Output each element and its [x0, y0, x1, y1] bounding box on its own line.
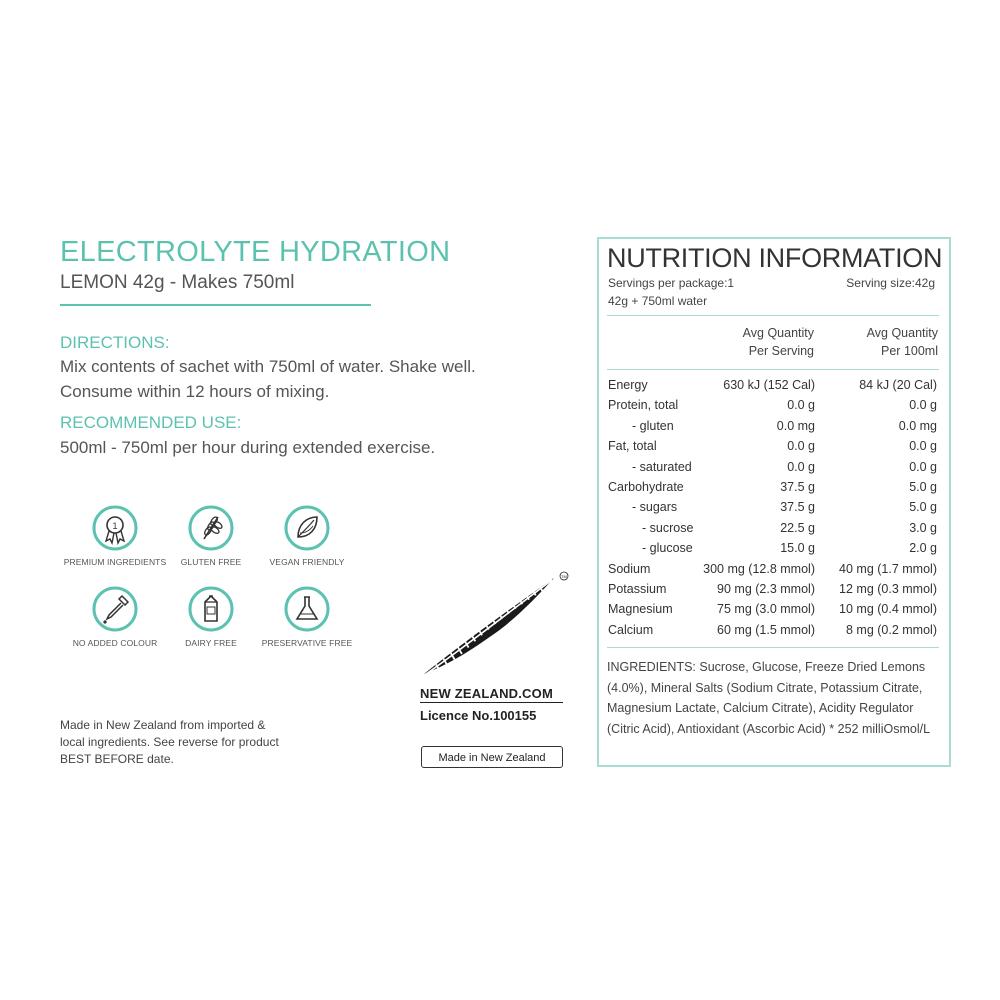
nz-website: NEW ZEALAND.COM: [420, 686, 553, 701]
note-line: BEST BEFORE date.: [60, 752, 174, 766]
made-in-nz-note: [60, 717, 340, 768]
per-100ml-value: 0.0 g: [909, 459, 937, 474]
nutrient-label: Energy: [608, 378, 648, 392]
per-serving-value: 22.5 g: [780, 520, 815, 535]
nutrient-label: Protein, total: [608, 398, 679, 413]
icon-label: DAIRY FREE: [185, 638, 237, 648]
title-underline: [60, 304, 371, 306]
nutrition-title: NUTRITION INFORMATION: [607, 243, 943, 273]
nutrient-label: - glucose: [642, 541, 693, 556]
panel-divider: [607, 647, 939, 648]
per-100ml-value: 5.0 g: [909, 479, 937, 494]
nutrition-row: [607, 460, 939, 480]
gluten-free-wheat-icon: [188, 505, 234, 551]
ingredients-text: INGREDIENTS: Sucrose, Glucose, Freeze Dried Lemons (4.0%), Mineral Salts (Sodium Citrate, Potassium Citrate, Magnesium Lactate, Calcium Citrate), Acidity Regulator (Citric Acid), Antioxidant (Ascorbic Acid) * 252 milliOsmol/L: [607, 660, 931, 736]
per-serving-value: 0.0 g: [787, 439, 815, 454]
per-100ml-value: 12 mg (0.3 mmol): [839, 581, 937, 596]
per-serving-value: 300 mg (12.8 mmol): [703, 561, 815, 576]
nutrient-label: Fat, total: [608, 439, 657, 454]
dropper-icon: [92, 586, 138, 632]
nutrition-row: [607, 602, 939, 622]
nutrient-label: Magnesium: [608, 602, 673, 617]
nutrient-label: - sugars: [632, 500, 678, 515]
directions-text: [60, 354, 476, 404]
panel-divider: [607, 315, 939, 316]
nutrient-label: Carbohydrate: [608, 479, 684, 494]
per-100ml-value: 2.0 g: [909, 541, 937, 556]
nutrient-label: Sodium: [608, 561, 651, 576]
per-serving-value: 0.0 mg: [776, 418, 815, 433]
per-serving-value: 15.0 g: [780, 541, 815, 556]
vegan-friendly-badge: [252, 505, 362, 567]
nutrient-label: - gluten: [632, 418, 674, 433]
column-header-line: Avg Quantity: [742, 326, 814, 340]
nutrition-row: [607, 623, 939, 643]
per-serving-value: 90 mg (2.3 mmol): [717, 581, 815, 596]
nutrition-table: [607, 378, 939, 643]
flask-icon: [284, 586, 330, 632]
column-header-line: Avg Quantity: [866, 326, 938, 340]
premium-ingredients-badge: [60, 505, 170, 567]
per-100ml-value: 0.0 g: [909, 439, 937, 454]
dairy-free-badge: [156, 586, 266, 648]
vegan-leaf-icon: [284, 505, 330, 551]
made-in-nz-box: Made in New Zealand: [421, 746, 563, 768]
per-100ml-value: 0.0 mg: [898, 418, 937, 433]
water-note: 42g + 750ml water: [608, 294, 708, 308]
column-header-per-serving: [743, 324, 814, 360]
nutrient-label: Potassium: [608, 581, 667, 596]
per-100ml-value: 5.0 g: [909, 500, 937, 515]
per-serving-value: 37.5 g: [780, 479, 815, 494]
per-serving-value: 75 mg (3.0 mmol): [717, 602, 815, 617]
nutrition-row: [607, 521, 939, 541]
column-header-line: Per Serving: [748, 344, 814, 358]
note-line: Made in New Zealand from imported &: [60, 718, 266, 732]
per-100ml-value: 0.0 g: [909, 398, 937, 413]
per-serving-value: 0.0 g: [787, 459, 815, 474]
licence-number: Licence No.100155: [420, 708, 537, 723]
product-title: ELECTROLYTE HYDRATION: [60, 236, 451, 268]
icon-label: PREMIUM INGREDIENTS: [63, 557, 167, 567]
icon-label: PRESERVATIVE FREE: [261, 638, 353, 648]
milk-carton-icon: [188, 586, 234, 632]
product-subtitle: LEMON 42g - Makes 750ml: [60, 272, 295, 293]
per-100ml-value: 84 kJ (20 Cal): [859, 378, 937, 392]
nutrition-row: [607, 378, 939, 398]
nutrition-row: [607, 419, 939, 439]
silver-fern-icon: [414, 570, 574, 682]
trademark-mark: TM: [561, 574, 567, 579]
nutrient-label: - saturated: [632, 459, 692, 474]
per-100ml-value: 8 mg (0.2 mmol): [846, 622, 937, 637]
column-header-line: Per 100ml: [881, 344, 938, 358]
svg-text:1: 1: [112, 521, 118, 531]
directions-line: Mix contents of sachet with 750ml of water. Shake well.: [60, 357, 476, 376]
preservative-free-badge: [252, 586, 362, 648]
nutrition-row: [607, 480, 939, 500]
nutrient-label: - sucrose: [642, 520, 694, 535]
no-added-colour-badge: [60, 586, 170, 648]
per-serving-value: 630 kJ (152 Cal): [723, 378, 815, 392]
icon-label: NO ADDED COLOUR: [72, 638, 158, 648]
per-100ml-value: 40 mg (1.7 mmol): [839, 561, 937, 576]
per-serving-value: 60 mg (1.5 mmol): [717, 622, 815, 637]
icon-label: GLUTEN FREE: [180, 557, 242, 567]
per-100ml-value: 10 mg (0.4 mmol): [839, 602, 937, 617]
column-header-per-100ml: [867, 324, 938, 360]
nutrient-label: Calcium: [608, 622, 654, 637]
premium-award-icon: [92, 505, 138, 551]
directions-heading: DIRECTIONS:: [60, 333, 170, 352]
nutrition-row: [607, 562, 939, 582]
per-serving-value: 0.0 g: [787, 398, 815, 413]
gluten-free-badge: [156, 505, 266, 567]
per-serving-value: 37.5 g: [780, 500, 815, 515]
icon-label: VEGAN FRIENDLY: [269, 557, 345, 567]
panel-divider: [607, 369, 939, 370]
recommended-use-text: 500ml - 750ml per hour during extended exercise.: [60, 438, 436, 457]
nutrition-row: [607, 439, 939, 459]
per-100ml-value: 3.0 g: [909, 520, 937, 535]
badge-divider: [420, 702, 563, 703]
directions-line: Consume within 12 hours of mixing.: [60, 382, 330, 401]
nutrition-row: [607, 582, 939, 602]
servings-per-package: Servings per package:1: [608, 276, 735, 290]
nutrition-row: [607, 398, 939, 418]
nutrition-row: [607, 500, 939, 520]
note-line: local ingredients. See reverse for product: [60, 735, 279, 749]
serving-size: Serving size:42g: [846, 276, 935, 290]
nutrition-row: [607, 541, 939, 561]
recommended-use-heading: RECOMMENDED USE:: [60, 413, 242, 432]
